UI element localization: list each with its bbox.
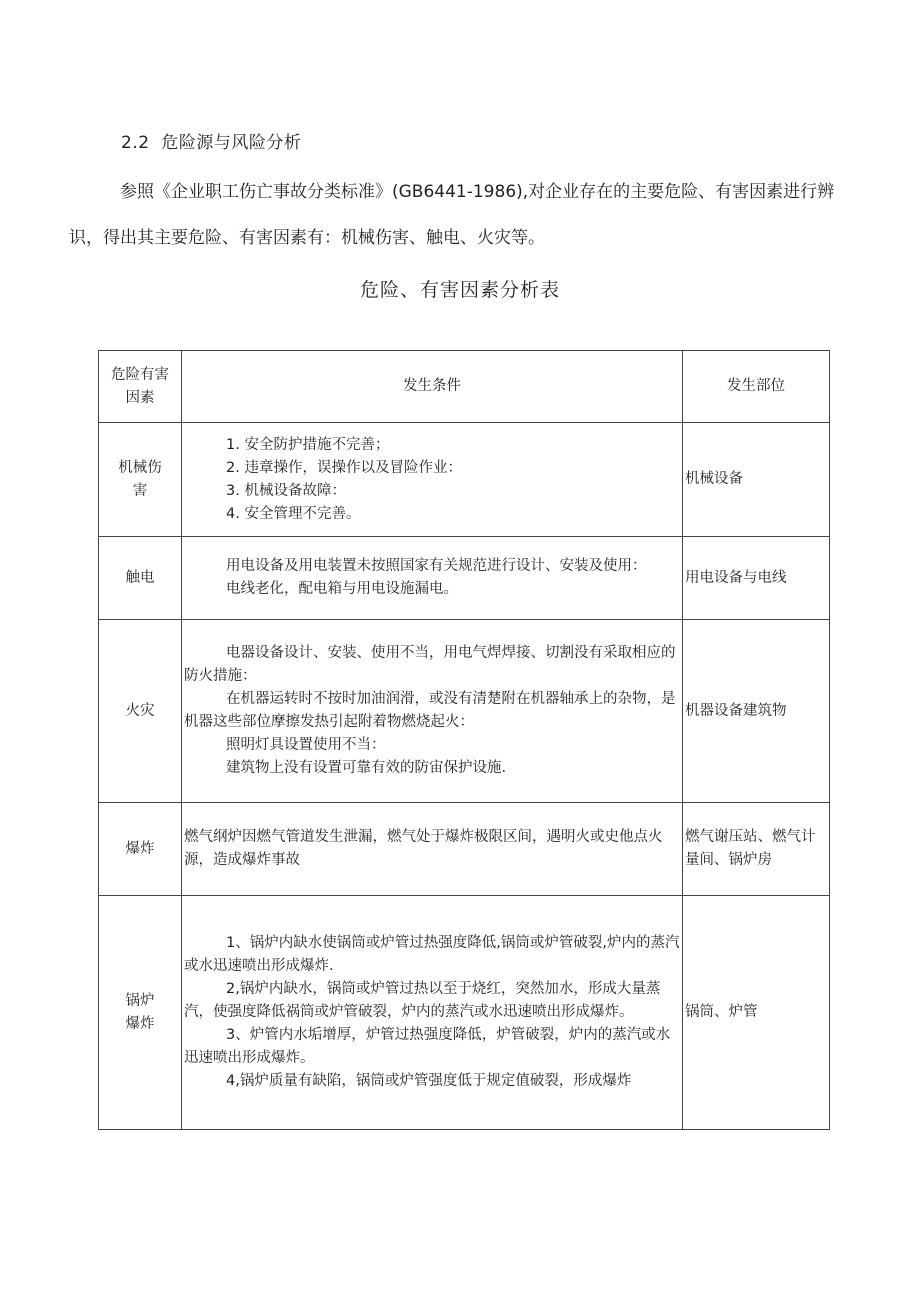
table-row [99,423,830,537]
factor-cell: 火灾 [99,620,182,803]
section-heading [121,128,301,153]
location-cell: 锅筒、炉管 [683,896,830,1130]
condition-cell: 1、锅炉内缺水使锅筒或炉管过热强度降低,锅筒或炉管破裂,炉内的蒸汽或水迅速喷出形成爆炸. 2,锅炉内缺水，锅筒或炉管过热以至于烧红，突然加水，形成大量蒸汽，使强度降低祸筒或炉管破裂，炉内的蒸汽或水迅速喷出形成爆炸。 3、炉管内水垢增厚，炉管过热强度降低，炉管破裂，炉内的蒸汽或水迅速喷出形成爆炸。 4,锅炉质量有缺陷，锅筒或炉管强度低于规定值破裂，形成爆炸 [182,896,683,1130]
table-header-row [99,351,830,423]
table-title: 危险、有害因素分析表 [359,279,560,301]
intro-text: 参照《企业职工伤亡事故分类标准》(GB6441-1986),对企业存在的主要危险、有害因素进行辨识，得出其主要危险、有害因素有：机械伤害、触电、火灾等。 [69,182,835,248]
hazard-analysis-table [98,350,830,1130]
section-title: 危险源与风险分析 [161,133,302,153]
condition-cell: 燃气纲炉因燃气管道发生泄漏，燃气处于爆炸极限区间，遇明火或史他点火源，造成爆炸事故 [182,803,683,896]
condition-cell: 电器设备设计、安装、使用不当，用电气焊焊接、切割没有采取相应的防火措施： 在机器运转时不按时加油润滑，或没有清楚附在机器轴承上的杂物，是机器这些部位摩擦发热引起附着物燃烧起火： 照明灯具设置使用不当： 建筑物上没有设置可靠有效的防宙保护设施. [182,620,683,803]
section-number: 2.2 [121,133,150,153]
condition-cell: 用电设备及用电装置未按照国家有关规范进行设计、安装及使用： 电线老化，配电箱与用电设施漏电。 [182,537,683,620]
header-factor: 危险有害 因素 [99,351,182,423]
factor-cell: 机械伤 害 [99,423,182,537]
header-condition: 发生条件 [182,351,683,423]
location-cell: 机械设备 [683,423,830,537]
factor-cell: 触电 [99,537,182,620]
location-cell: 机器设备建筑物 [683,620,830,803]
factor-cell: 锅炉 爆炸 [99,896,182,1130]
table-row [99,537,830,620]
condition-cell: 1. 安全防护措施不完善； 2. 违章操作，误操作以及冒险作业： 3. 机械设备故障： 4. 安全管理不完善。 [182,423,683,537]
location-cell: 燃气谢压站、燃气计量间、锅炉房 [683,803,830,896]
intro-paragraph [69,169,839,261]
table-row [99,803,830,896]
factor-cell: 爆炸 [99,803,182,896]
table-row [99,620,830,803]
location-cell: 用电设备与电线 [683,537,830,620]
table-row [99,896,830,1130]
header-location: 发生部位 [683,351,830,423]
